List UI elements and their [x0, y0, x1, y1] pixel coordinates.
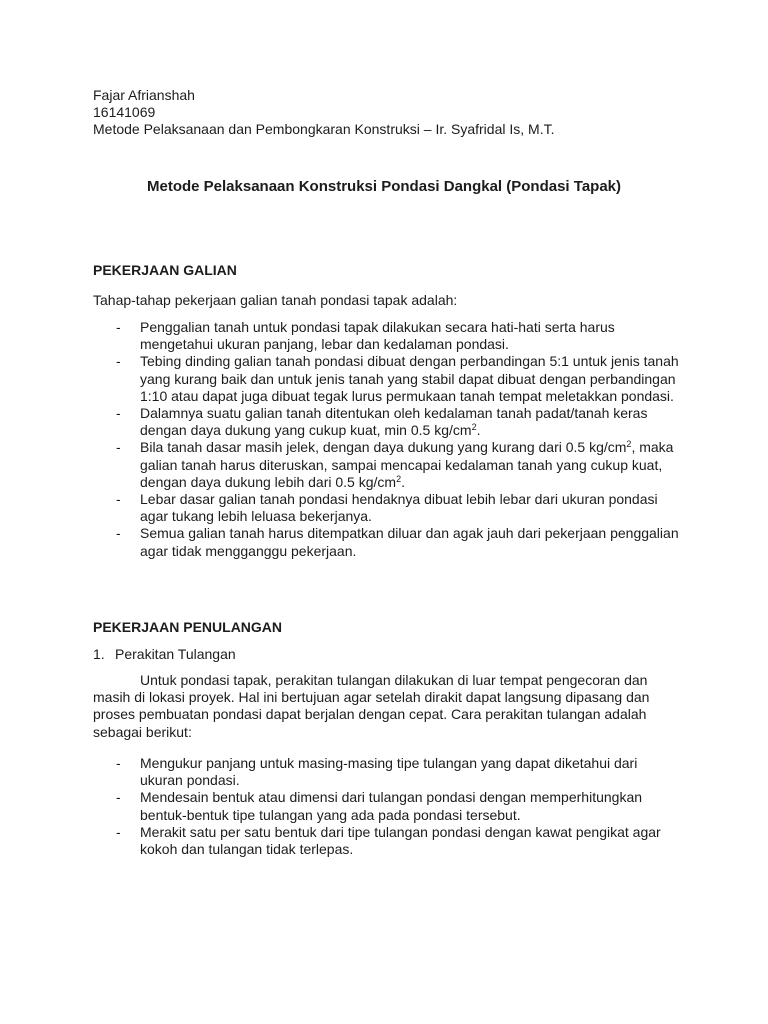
- list-item-text: , maka galian tanah harus diteruskan, sampai mencapai kedalaman tanah yang cukup kuat, dengan daya dukung lebih dari 0.5 kg/cm: [140, 439, 674, 490]
- perakitan-bullet-list: [93, 755, 683, 858]
- list-item: [93, 789, 683, 823]
- perakitan-paragraph: Untuk pondasi tapak, perakitan tulangan dilakukan di luar tempat pengecoran dan masih di lokasi proyek. Hal ini bertujuan agar setelah dirakit dapat langsung dipasang dan proses pembuatan pondasi dapat berjalan dengan cepat. Cara perakitan tulangan adalah sebagai berikut:: [93, 672, 650, 740]
- list-item-text: Dalamnya suatu galian tanah ditentukan oleh kedalaman tanah padat/tanah keras dengan daya dukung yang cukup kuat, min 0.5 kg/cm: [140, 405, 648, 439]
- list-item-text: Mendesain bentuk atau dimensi dari tulangan pondasi dengan memperhitungkan bentuk-bentuk tipe tulangan yang ada pada pondasi tersebut.: [140, 789, 643, 823]
- list-item-text: .: [476, 422, 481, 439]
- list-item: [93, 353, 683, 405]
- list-item-text: Mengukur panjang untuk masing-masing tipe tulangan yang dapat diketahui dari ukuran pondasi.: [140, 755, 638, 789]
- superscript: 2: [626, 439, 632, 450]
- list-item-text: Semua galian tanah harus ditempatkan diluar dan agak jauh dari pekerjaan penggalian agar tidak mengganggu pekerjaan.: [140, 525, 679, 559]
- list-item-text: Penggalian tanah untuk pondasi tapak dilakukan secara hati-hati serta harus mengetahui ukuran panjang, lebar dan kedalaman pondasi.: [140, 319, 615, 353]
- list-item-text: Tebing dinding galian tanah pondasi dibuat dengan perbandingan 5:1 untuk jenis tanah yang kurang baik dan untuk jenis tanah yang stabil dapat dibuat dengan perbandingan 1:10 atau dapat juga dibuat tegak lurus permukaan tanah tempat meletakkan pondasi.: [140, 353, 679, 404]
- bullet-dash: -: [116, 405, 121, 422]
- bullet-dash: -: [116, 823, 121, 840]
- bullet-dash: -: [116, 525, 121, 542]
- subsection-number: 1.: [93, 646, 105, 662]
- superscript: 2: [396, 473, 402, 484]
- section-heading-penulangan: PEKERJAAN PENULANGAN: [93, 619, 283, 635]
- galian-bullet-list: [93, 319, 683, 560]
- list-item: [93, 525, 683, 559]
- list-item: [93, 491, 683, 525]
- subsection-label: Perakitan Tulangan: [115, 646, 236, 662]
- bullet-dash: -: [116, 789, 121, 806]
- list-item: [93, 319, 683, 353]
- bullet-dash: -: [116, 353, 121, 370]
- list-item-text: Bila tanah dasar masih jelek, dengan daya dukung yang kurang dari 0.5 kg/cm: [140, 439, 627, 456]
- course-name: Metode Pelaksanaan dan Pembongkaran Konstruksi – Ir. Syafridal Is, M.T.: [93, 121, 555, 138]
- list-item: [93, 439, 683, 491]
- bullet-dash: -: [116, 319, 121, 335]
- bullet-dash: -: [116, 491, 121, 508]
- bullet-dash: -: [116, 439, 121, 456]
- section-intro-galian: Tahap-tahap pekerjaan galian tanah pondasi tapak adalah:: [93, 292, 458, 308]
- list-item: [93, 824, 683, 858]
- superscript: 2: [471, 422, 477, 433]
- list-item-text: .: [401, 473, 405, 490]
- subsection-title: [93, 646, 236, 663]
- document-header: [93, 87, 554, 139]
- author-name: Fajar Afrianshah: [93, 87, 195, 103]
- document-title: Metode Pelaksanaan Konstruksi Pondasi Dangkal (Pondasi Tapak): [146, 178, 622, 195]
- student-id: 16141069: [93, 104, 156, 121]
- bullet-dash: -: [116, 755, 121, 771]
- section-heading-galian: PEKERJAAN GALIAN: [93, 262, 237, 278]
- list-item-text: Lebar dasar galian tanah pondasi hendaknya dibuat lebih lebar dari ukuran pondasi agar tukang lebih leluasa bekerjanya.: [140, 491, 658, 525]
- list-item: [93, 405, 683, 439]
- list-item-text: Merakit satu per satu bentuk dari tipe tulangan pondasi dengan kawat pengikat agar kokoh dan tulangan tidak terlepas.: [140, 823, 661, 858]
- list-item: [93, 755, 683, 789]
